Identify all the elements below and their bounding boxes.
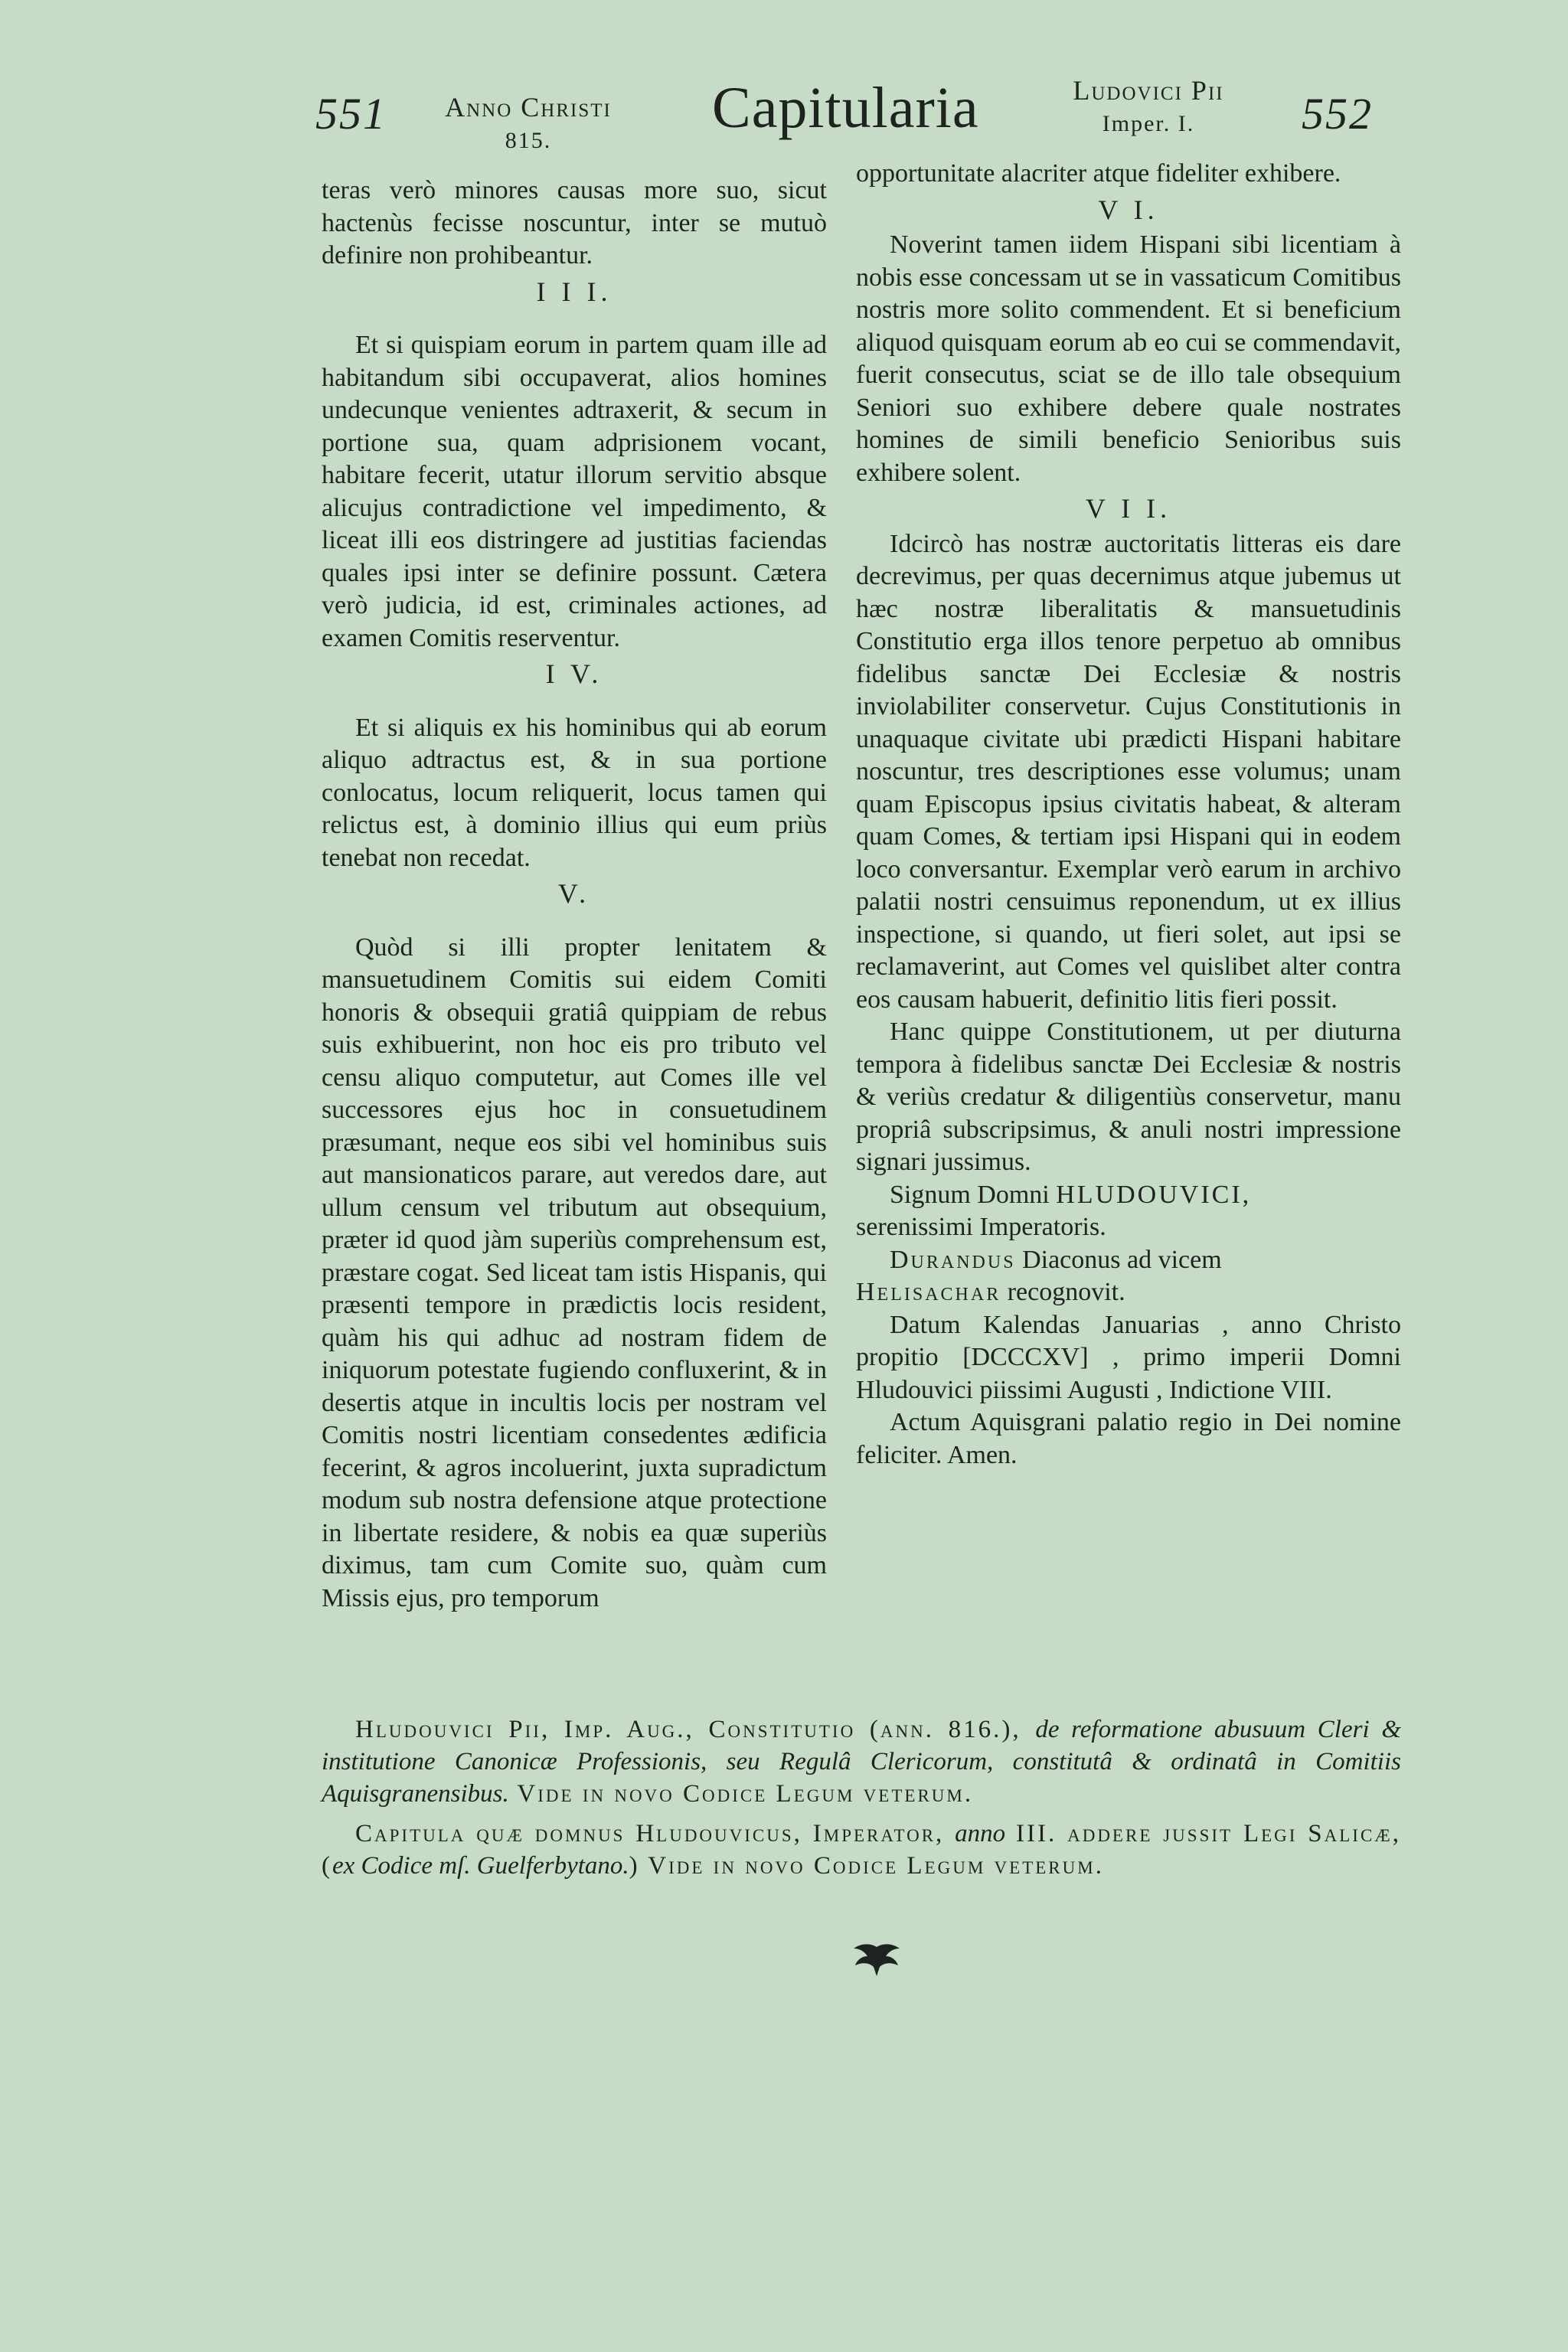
paragraph: Idcircò has nostræ auctoritatis litteras eis dare decrevimus, per quas decernimus atque jubemus ut hæc nostræ liberalitatis & mansuetudinis Constitutio erga illos tenore perpetuo ab omnibus fidelibus sanctæ Dei Ecclesiæ & nostris inviolabiliter conservetur. Cujus Constitutionis in unaquaque civitate ubi prædicti Hispani habitare noscuntur, tres descriptiones esse volumus; unam quam Episcopus ipsius civitatis habeat, & alteram quam Comes, & tertiam ipsi Hispani qui in eodem loco conversantur. Exemplar verò earum in archivo palatii nostri censuimus reponendum, ut ex illius inspectione, si quando, ut fieri solet, aut ipsi se reclamaverint, aut Comes vel quislibet alter contra eos causam habuerit, definitio litis fieri possit. xyxy=(856,529,1401,1014)
helisachar-line xyxy=(856,1276,1401,1309)
running-head-right-sub: Imper. I. xyxy=(1102,111,1195,136)
running-head-right xyxy=(1034,74,1263,141)
actum-paragraph: Actum Aquisgrani palatio regio in Dei nomine feliciter. Amen. xyxy=(856,1408,1401,1469)
note-text: ) Vide in novo Codice Legum veterum. xyxy=(629,1852,1104,1880)
running-head-left-year: 815. xyxy=(505,128,552,153)
folio-right: 552 xyxy=(1302,89,1373,139)
paragraph: opportunitate alacriter atque fideliter exhibere. xyxy=(856,159,1341,188)
fleuron-ornament-icon xyxy=(846,1941,907,1979)
running-head-left xyxy=(406,90,651,158)
signum-name: HLUDOUVICI, xyxy=(1056,1180,1252,1209)
note-text: Vide in novo Codice Legum veterum. xyxy=(508,1780,974,1808)
helisachar-name: Helisachar xyxy=(856,1278,1001,1306)
section-heading: I I I. xyxy=(536,276,612,307)
paragraph: Et si aliquis ex his hominibus qui ab eorum aliquo adtractus est, & in sua portione conlocatus, locum reliquerit, locus tamen qui relictus est, à dominio illius qui eum priùs tenebat non recedat. xyxy=(322,713,827,872)
paragraph: Noverint tamen iidem Hispani sibi licentiam à nobis esse concessam ut se in vassaticum Comitibus nostris more solito commendent. Et si beneficium aliquod quisquam eorum ab eo cui se commendavit, fuerit consecutus, sciat se de illo tale obsequium Seniori suo exhibere debere quale nostrates homines de simili beneficio Senioribus suis exhibere solent. xyxy=(856,230,1401,487)
page-title: Capitularia xyxy=(712,76,979,140)
note-italic: de reformatione abusuum Cleri & institutione Canonicæ Professionis, seu Regulâ Clericorum, constitutâ & ordinatâ in Comitiis Aquisgranensibus. xyxy=(322,1716,1401,1808)
paragraph: Et si quispiam eorum in partem quam ille ad habitandum sibi occupaverat, alios homines undecunque venientes adtraxerit, & secum in portione sua, quam adprisionem vocant, habitare fecerit, utatur illorum servitio absque alicujus contradictione vel impedimento, & liceat illi eos distringere ad justitias faciendas quales ipsi inter se definire possunt. Cætera verò judicia, id est, criminales actiones, ad examen Comitis reserventur. xyxy=(322,331,827,652)
note-text: Hludouvici Pii, Imp. Aug., Constitutio (ann. 816.), xyxy=(355,1716,1036,1743)
left-column xyxy=(322,175,827,1615)
helisachar-text: recognovit. xyxy=(1001,1278,1125,1306)
note-text: III. addere jussit Legi Salicæ, ( xyxy=(322,1820,1401,1880)
section-heading: V I. xyxy=(1098,194,1159,225)
running-head-right-text: Ludovici Pii xyxy=(1073,75,1224,106)
section-heading: V. xyxy=(557,878,591,909)
running-head-left-text: Anno Christi xyxy=(445,92,612,122)
signum-line xyxy=(856,1179,1401,1212)
paragraph: teras verò minores causas more suo, sicut hactenùs fecisse noscuntur, inter se mutuò definire non prohibeantur. xyxy=(322,176,827,270)
section-heading: V I I. xyxy=(1085,493,1172,524)
footer-note xyxy=(322,1818,1401,1882)
paragraph: Quòd si illi propter lenitatem & mansuetudinem Comitis sui eidem Comiti honoris & obsequii gratiâ quippiam de rebus suis exhibuerint, non hoc eis pro tributo vel censu aliquo computetur, aut Comes ille vel successores ejus hoc in consuetudinem præsumant, neque eos sibi vel hominibus suis aut mansionaticos parare, aut veredos dare, aut ullum censum vel tributum aut obsequium, præter id quod jàm superiùs comprehensum est, præstare cogat. Sed liceat tam istis Hispanis, qui præsenti tempore in prædictis locis resident, quàm his qui adhuc ad nostram fidem de iniquorum potestate fugiendo confluxerint, & in desertis atque in incultis locis per nostram vel Comitis nostri licentiam consedentes ædificia fecerint, & agros incoluerint, juxta supradictum modum sub nostra defensione atque protectione in libertate residere, & nobis ea quæ superiùs diximus, tam cum Comite suo, quàm cum Missis ejus, pro temporum xyxy=(322,933,827,1612)
note-italic: anno xyxy=(955,1820,1006,1847)
note-text: Capitula quæ domnus Hludouvicus, Imperator, xyxy=(355,1820,956,1847)
signum-title: serenissimi Imperatoris. xyxy=(856,1213,1106,1241)
durandus-text: Diaconus ad vicem xyxy=(1015,1245,1222,1274)
signum-text: Signum Domni xyxy=(890,1180,1057,1209)
datum-paragraph: Datum Kalendas Januarias , anno Christo propitio [DCCCXV] , primo imperii Domni Hludouvici piissimi Augusti , Indictione VIII. xyxy=(856,1310,1401,1404)
durandus-name: Durandus xyxy=(890,1245,1016,1274)
note-italic: ex Codice mſ. Guelferbytano. xyxy=(332,1852,629,1880)
footer-note xyxy=(322,1713,1401,1810)
folio-left: 551 xyxy=(315,89,387,139)
footer-notes xyxy=(322,1713,1401,1890)
right-column xyxy=(856,158,1401,1472)
durandus-line xyxy=(856,1244,1401,1277)
section-heading: I V. xyxy=(545,658,603,689)
paragraph: Hanc quippe Constitutionem, ut per diuturna tempora à fidelibus sanctæ Dei Ecclesiæ & nostris & veriùs credatur & diligentiùs conservetur, manu propriâ subscripsimus, & anuli nostri impressione signari jussimus. xyxy=(856,1018,1401,1176)
